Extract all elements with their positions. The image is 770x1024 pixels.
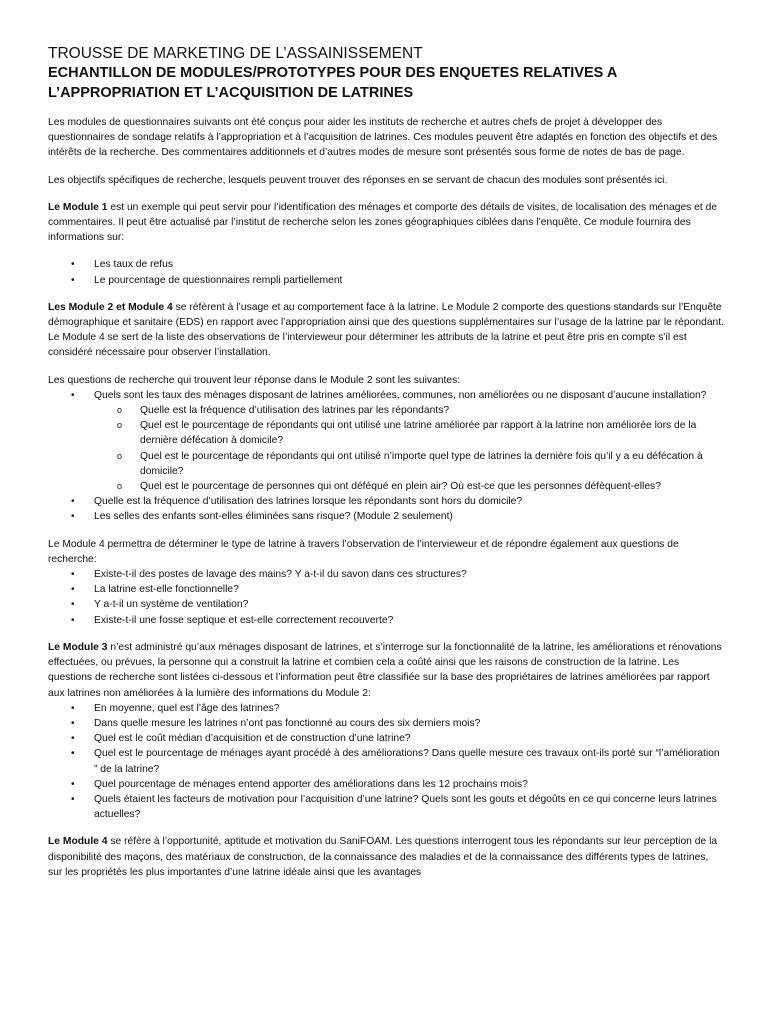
- circle-bullet-icon: o: [117, 405, 123, 416]
- module3-text: n’est administré qu’aux ménages disposant de latrines, et s’interroge sur la fonctionnalité de la latrine, les améliorations et rénovations effectuées, ou prévues, la personne qui a construit la latrine et combien cela a coûté ainsi que les raisons de construction de la latrine. Les questions de recherche sont listées ci-dessous et l’information peut être classifiée sur la base des propriétaires de latrines améliorées par rapport aux latrines non améliorées à la lumière des informations du Module 2:: [48, 641, 722, 699]
- list-item: [48, 582, 724, 597]
- list-item: [48, 388, 724, 494]
- sub-list-item: [94, 403, 724, 418]
- module3-paragraph: [48, 640, 724, 701]
- list-item: [48, 792, 724, 822]
- list-item-text: Quelle est la fréquence d’utilisation des latrines lorsque les répondants sont hors du domicile?: [94, 496, 523, 508]
- list-item-text: Y a-t-il un système de ventilation?: [94, 599, 249, 611]
- sub-list-item-text: Quel est le pourcentage de personnes qui ont déféqué en plein air? Où est-ce que les personnes défèquent-elles?: [140, 481, 661, 493]
- module4b-paragraph: [48, 834, 724, 880]
- module24-text: se réfèrent à l’usage et au comportement face à la latrine. Le Module 2 comporte des questions standards sur l’Enquête démographique et sanitaire (EDS) en rapport avec l’appropriation ainsi que des questions supplémentaires sur l’usage de la latrine par le répondant. Le Module 4 se sert de la liste des observations de l’intervieweur pour déterminer les attributs de la latrine et peut être pris en compte s’il est considéré nécessaire pour observer l’installation.: [48, 301, 724, 359]
- list-item: [48, 597, 724, 612]
- module1-text: est un exemple qui peut servir pour l’identification des ménages et comporte des détails de visites, de localisation des ménages et de commentaires. Il peut être actualisé par l’institut de recherche selon les zones géographiques ciblées dans l’enquête. Ce module fournira des informations sur:: [48, 201, 718, 244]
- list-item-text: Les selles des enfants sont-elles éliminées sans risque? (Module 2 seulement): [94, 511, 453, 523]
- sub-list-item-text: Quel est le pourcentage de répondants qui ont utilisé une latrine améliorée par rapport à la latrine non améliorée lors de la dernière défécation à domicile?: [140, 420, 697, 447]
- list-item-text: Quel est le coût médian d’acquisition et de construction d’une latrine?: [94, 733, 411, 745]
- list-item-text: Dans quelle mesure les latrines n’ont pas fonctionné au cours des six derniers mois?: [94, 717, 481, 729]
- bullet-icon: •: [71, 733, 75, 745]
- list-item-text: Quels étaient les facteurs de motivation pour l’acquisition d’une latrine? Quels sont les gouts et dégoûts en ce qui concerne leurs latrines actuelles?: [94, 793, 717, 821]
- module2-sub-question-list: [94, 403, 724, 494]
- bullet-icon: •: [71, 496, 75, 508]
- list-item-text: Quel pourcentage de ménages entend apporter des améliorations dans les 12 prochains mois?: [94, 778, 528, 790]
- bullet-icon: •: [71, 599, 75, 611]
- module24-paragraph: [48, 300, 724, 361]
- list-item: [48, 777, 724, 792]
- bullet-icon: •: [71, 748, 75, 760]
- sub-list-item: [94, 449, 724, 479]
- module1-paragraph: [48, 200, 724, 246]
- bullet-icon: •: [71, 717, 75, 729]
- module4b-text: se réfère à l’opportunité, aptitude et motivation du SaniFOAM. Les questions interrogent tous les répondants sur leur perception de la disponibilité des maçons, des matériaux de construction, de la connaissance des maladies et de la connaissance des différents types de latrines, sur les propriétés les plus importantes d’une latrine idéale ainsi que les avantages: [48, 836, 718, 878]
- bullet-icon: •: [71, 584, 75, 596]
- bullet-icon: •: [71, 511, 75, 523]
- list-item-text: En moyenne, quel est l’âge des latrines?: [94, 702, 280, 714]
- circle-bullet-icon: o: [117, 450, 123, 461]
- list-item-text: Existe-t-il une fosse septique et est-elle correctement recouverte?: [94, 614, 394, 626]
- module4-questions-intro: Le Module 4 permettra de déterminer le type de latrine à travers l’observation de l’intervieweur et de répondre également aux questions de recherche:: [48, 538, 679, 565]
- list-item: [48, 257, 724, 272]
- sub-list-item: [94, 479, 724, 494]
- list-item-text: Les taux de refus: [94, 259, 173, 271]
- sub-list-item-text: Quel est le pourcentage de répondants qui ont utilisé n’importe quel type de latrines la dernière fois qu’il y a eu défécation à domicile?: [140, 450, 703, 477]
- list-item-text: Existe-t-il des postes de lavage des mains? Y a-t-il du savon dans ces structures?: [94, 569, 467, 581]
- document-subtitle: [48, 63, 724, 103]
- module3-lead: Le Module 3: [48, 641, 108, 653]
- bullet-icon: •: [71, 702, 75, 714]
- list-item: [48, 273, 724, 288]
- module4b-lead: Le Module 4: [48, 836, 108, 848]
- list-item: [48, 746, 724, 776]
- sub-list-item-text: Quelle est la fréquence d’utilisation des latrines par les répondants?: [140, 405, 450, 417]
- list-item: [48, 716, 724, 731]
- bullet-icon: •: [71, 569, 75, 581]
- circle-bullet-icon: o: [117, 420, 123, 431]
- bullet-icon: •: [71, 778, 75, 790]
- list-item: [48, 509, 724, 524]
- module2-questions-intro: Les questions de recherche qui trouvent leur réponse dans le Module 2 sont les suivantes:: [48, 374, 461, 386]
- bullet-icon: •: [71, 793, 75, 805]
- module3-question-list: [48, 701, 724, 823]
- intro-paragraph-1: Les modules de questionnaires suivants ont été conçus pour aider les instituts de recherche et autres chefs de projet à développer des questionnaires de sondage relatifs à l’appropriation et à l’acquisition de latrines. Ces modules peuvent être adaptés en fonction des objectifs et des intérêts de la recherche. Des commentaires additionnels et d’autres modes de mesure sont présentés sous forme de notes de bas de page.: [48, 117, 718, 159]
- circle-bullet-icon: o: [117, 481, 123, 492]
- bullet-icon: •: [71, 389, 75, 401]
- list-item: [48, 731, 724, 746]
- list-item-text: La latrine est-elle fonctionnelle?: [94, 584, 239, 596]
- bullet-icon: •: [71, 259, 75, 271]
- module1-bullet-list: [48, 257, 724, 287]
- bullet-icon: •: [71, 614, 75, 626]
- document-title: TROUSSE DE MARKETING DE L’ASSAINISSEMENT: [48, 45, 423, 62]
- list-item: [48, 701, 724, 716]
- subtitle-line-2: L’APPROPRIATION ET L’ACQUISITION DE LATRINES: [48, 85, 414, 101]
- bullet-icon: •: [71, 274, 75, 286]
- intro-paragraph-2: Les objectifs spécifiques de recherche, lesquels peuvent trouver des réponses en se servant de chacun des modules sont présentés ici.: [48, 174, 668, 186]
- sub-list-item: [94, 418, 724, 448]
- module4-question-list: [48, 567, 724, 628]
- list-item: [48, 494, 724, 509]
- module24-lead: Les Module 2 et Module 4: [48, 301, 173, 313]
- list-item-text: Quel est le pourcentage de ménages ayant procédé à des améliorations? Dans quelle mesure ces travaux ont-ils porté sur “l’amélioration ” de la latrine?: [94, 748, 720, 775]
- subtitle-line-1: ECHANTILLON DE MODULES/PROTOTYPES POUR DES ENQUETES RELATIVES A: [48, 65, 618, 81]
- list-item: [48, 613, 724, 628]
- list-item-text: Le pourcentage de questionnaires rempli partiellement: [94, 274, 343, 286]
- document-page: [48, 44, 724, 880]
- list-item-text: Quels sont les taux des ménages disposant de latrines améliorées, communes, non améliorées ou ne disposant d’aucune installation?: [94, 389, 707, 401]
- module2-question-list: [48, 388, 724, 525]
- module1-lead: Le Module 1: [48, 201, 108, 213]
- list-item: [48, 567, 724, 582]
